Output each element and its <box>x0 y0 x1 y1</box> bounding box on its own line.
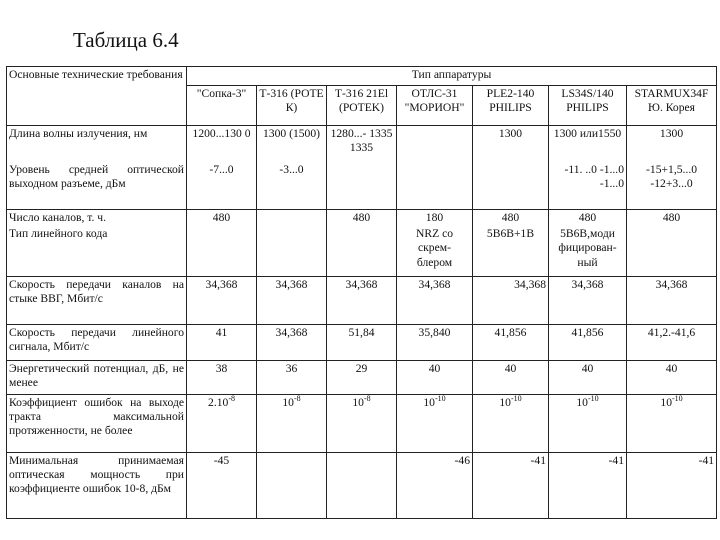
table-cell: 5B6B,моди фицирован- ный <box>549 226 627 276</box>
table-cell <box>327 452 397 518</box>
row-label: Скорость передачи линейного сигнала, Мбит/с <box>7 324 187 360</box>
table-cell: $10^{-8}$ <box>327 394 397 452</box>
table-cell <box>473 162 549 210</box>
table-cell <box>187 226 257 276</box>
row-label: Тип линейного кода <box>7 226 187 276</box>
table-cell: 480 <box>187 210 257 227</box>
table-cell: 34,368 <box>627 276 717 324</box>
row-label: Минимальная принимаемая оптическая мощность при коэффициенте ошибок 10-8, дБм <box>7 452 187 518</box>
table-cell: 480 <box>627 210 717 227</box>
table-cell: 480 <box>327 210 397 227</box>
row-label: Энергетический потенциал, дБ, не менее <box>7 360 187 394</box>
table-cell: -45 <box>187 452 257 518</box>
table-cell: 5B6B+1B <box>473 226 549 276</box>
equipment-header: ОТЛС-31 "МОРИОН" <box>397 86 473 126</box>
table-cell: 34,368 <box>187 276 257 324</box>
table-cell: 1200...130 0 <box>187 126 257 162</box>
table-cell: 480 <box>473 210 549 227</box>
table-cell: NRZ со скрем- блером <box>397 226 473 276</box>
table-cell: -41 <box>549 452 627 518</box>
table-row <box>7 394 717 452</box>
equipment-group-header: Тип аппаратуры <box>187 67 717 86</box>
table-cell <box>397 162 473 210</box>
table-row <box>7 210 717 227</box>
table-row <box>7 324 717 360</box>
table-cell: 34,368 <box>397 276 473 324</box>
table-cell: 40 <box>473 360 549 394</box>
table-cell: $10^{-10}$ <box>397 394 473 452</box>
table-cell: -11. ..0 -1...0 -1...0 <box>549 162 627 210</box>
table-cell: 41,856 <box>549 324 627 360</box>
table-cell: 40 <box>397 360 473 394</box>
table-cell: 1300 <box>473 126 549 162</box>
table-title: Таблица 6.4 <box>73 28 179 52</box>
params-header: Основные технические требования <box>7 67 187 126</box>
table-cell: 29 <box>327 360 397 394</box>
table-cell: 41 <box>187 324 257 360</box>
table-cell: 41,856 <box>473 324 549 360</box>
table-cell: -15+1,5...0 -12+3...0 <box>627 162 717 210</box>
table-cell: 180 <box>397 210 473 227</box>
table-cell: 34,368 <box>473 276 549 324</box>
table-cell: 41,2.-41,6 <box>627 324 717 360</box>
table-cell <box>257 226 327 276</box>
table-cell: 34,368 <box>327 276 397 324</box>
table-cell <box>257 210 327 227</box>
table-cell <box>327 162 397 210</box>
table-cell <box>397 126 473 162</box>
equipment-table <box>6 66 717 519</box>
table-row <box>7 226 717 276</box>
table-cell: 35,840 <box>397 324 473 360</box>
table-cell: 38 <box>187 360 257 394</box>
table-cell: 480 <box>549 210 627 227</box>
table-cell: $10^{-8}$ <box>257 394 327 452</box>
row-label: Скорость передачи каналов на стыке ВВГ, Мбит/с <box>7 276 187 324</box>
table-cell: $10^{-10}$ <box>549 394 627 452</box>
table-cell: 51,84 <box>327 324 397 360</box>
table-cell: 40 <box>549 360 627 394</box>
equipment-header: PLE2-140 PHILIPS <box>473 86 549 126</box>
row-label: Число каналов, т. ч. <box>7 210 187 227</box>
equipment-header: Т-316 (РОТЕ К) <box>257 86 327 126</box>
table-cell: 34,368 <box>549 276 627 324</box>
table-cell: 1300 или1550 <box>549 126 627 162</box>
table-cell <box>327 226 397 276</box>
table-cell: -7...0 <box>187 162 257 210</box>
equipment-header: Т-316 21El (POTEK) <box>327 86 397 126</box>
table-cell: 1280...- 1335 1335 <box>327 126 397 162</box>
equipment-header: LS34S/140 PHILIPS <box>549 86 627 126</box>
table-cell <box>627 226 717 276</box>
table-row <box>7 452 717 518</box>
row-label: Длина волны излучения, нм <box>7 126 187 162</box>
equipment-header: STARMUX34F Ю. Корея <box>627 86 717 126</box>
table-cell: $2.10^{-8}$ <box>187 394 257 452</box>
table-cell: -41 <box>473 452 549 518</box>
row-label: Уровень средней оптической выходном разъеме, дБм <box>7 162 187 210</box>
table-row <box>7 162 717 210</box>
header-row-group <box>7 67 717 86</box>
table-cell: 34,368 <box>257 276 327 324</box>
table-cell: 1300 (1500) <box>257 126 327 162</box>
table-cell <box>257 452 327 518</box>
table-cell: $10^{-10}$ <box>627 394 717 452</box>
table-cell: -3...0 <box>257 162 327 210</box>
table-cell: 1300 <box>627 126 717 162</box>
table-cell: 36 <box>257 360 327 394</box>
equipment-header: "Сопка-3" <box>187 86 257 126</box>
table-row <box>7 360 717 394</box>
table-row <box>7 276 717 324</box>
table-cell: $10^{-10}$ <box>473 394 549 452</box>
row-label: Коэффициент ошибок на выходе тракта максимальной протяженности, не более <box>7 394 187 452</box>
table-cell: 34,368 <box>257 324 327 360</box>
table-row <box>7 126 717 162</box>
table-cell: -41 <box>627 452 717 518</box>
table-cell: 40 <box>627 360 717 394</box>
table-cell: -46 <box>397 452 473 518</box>
